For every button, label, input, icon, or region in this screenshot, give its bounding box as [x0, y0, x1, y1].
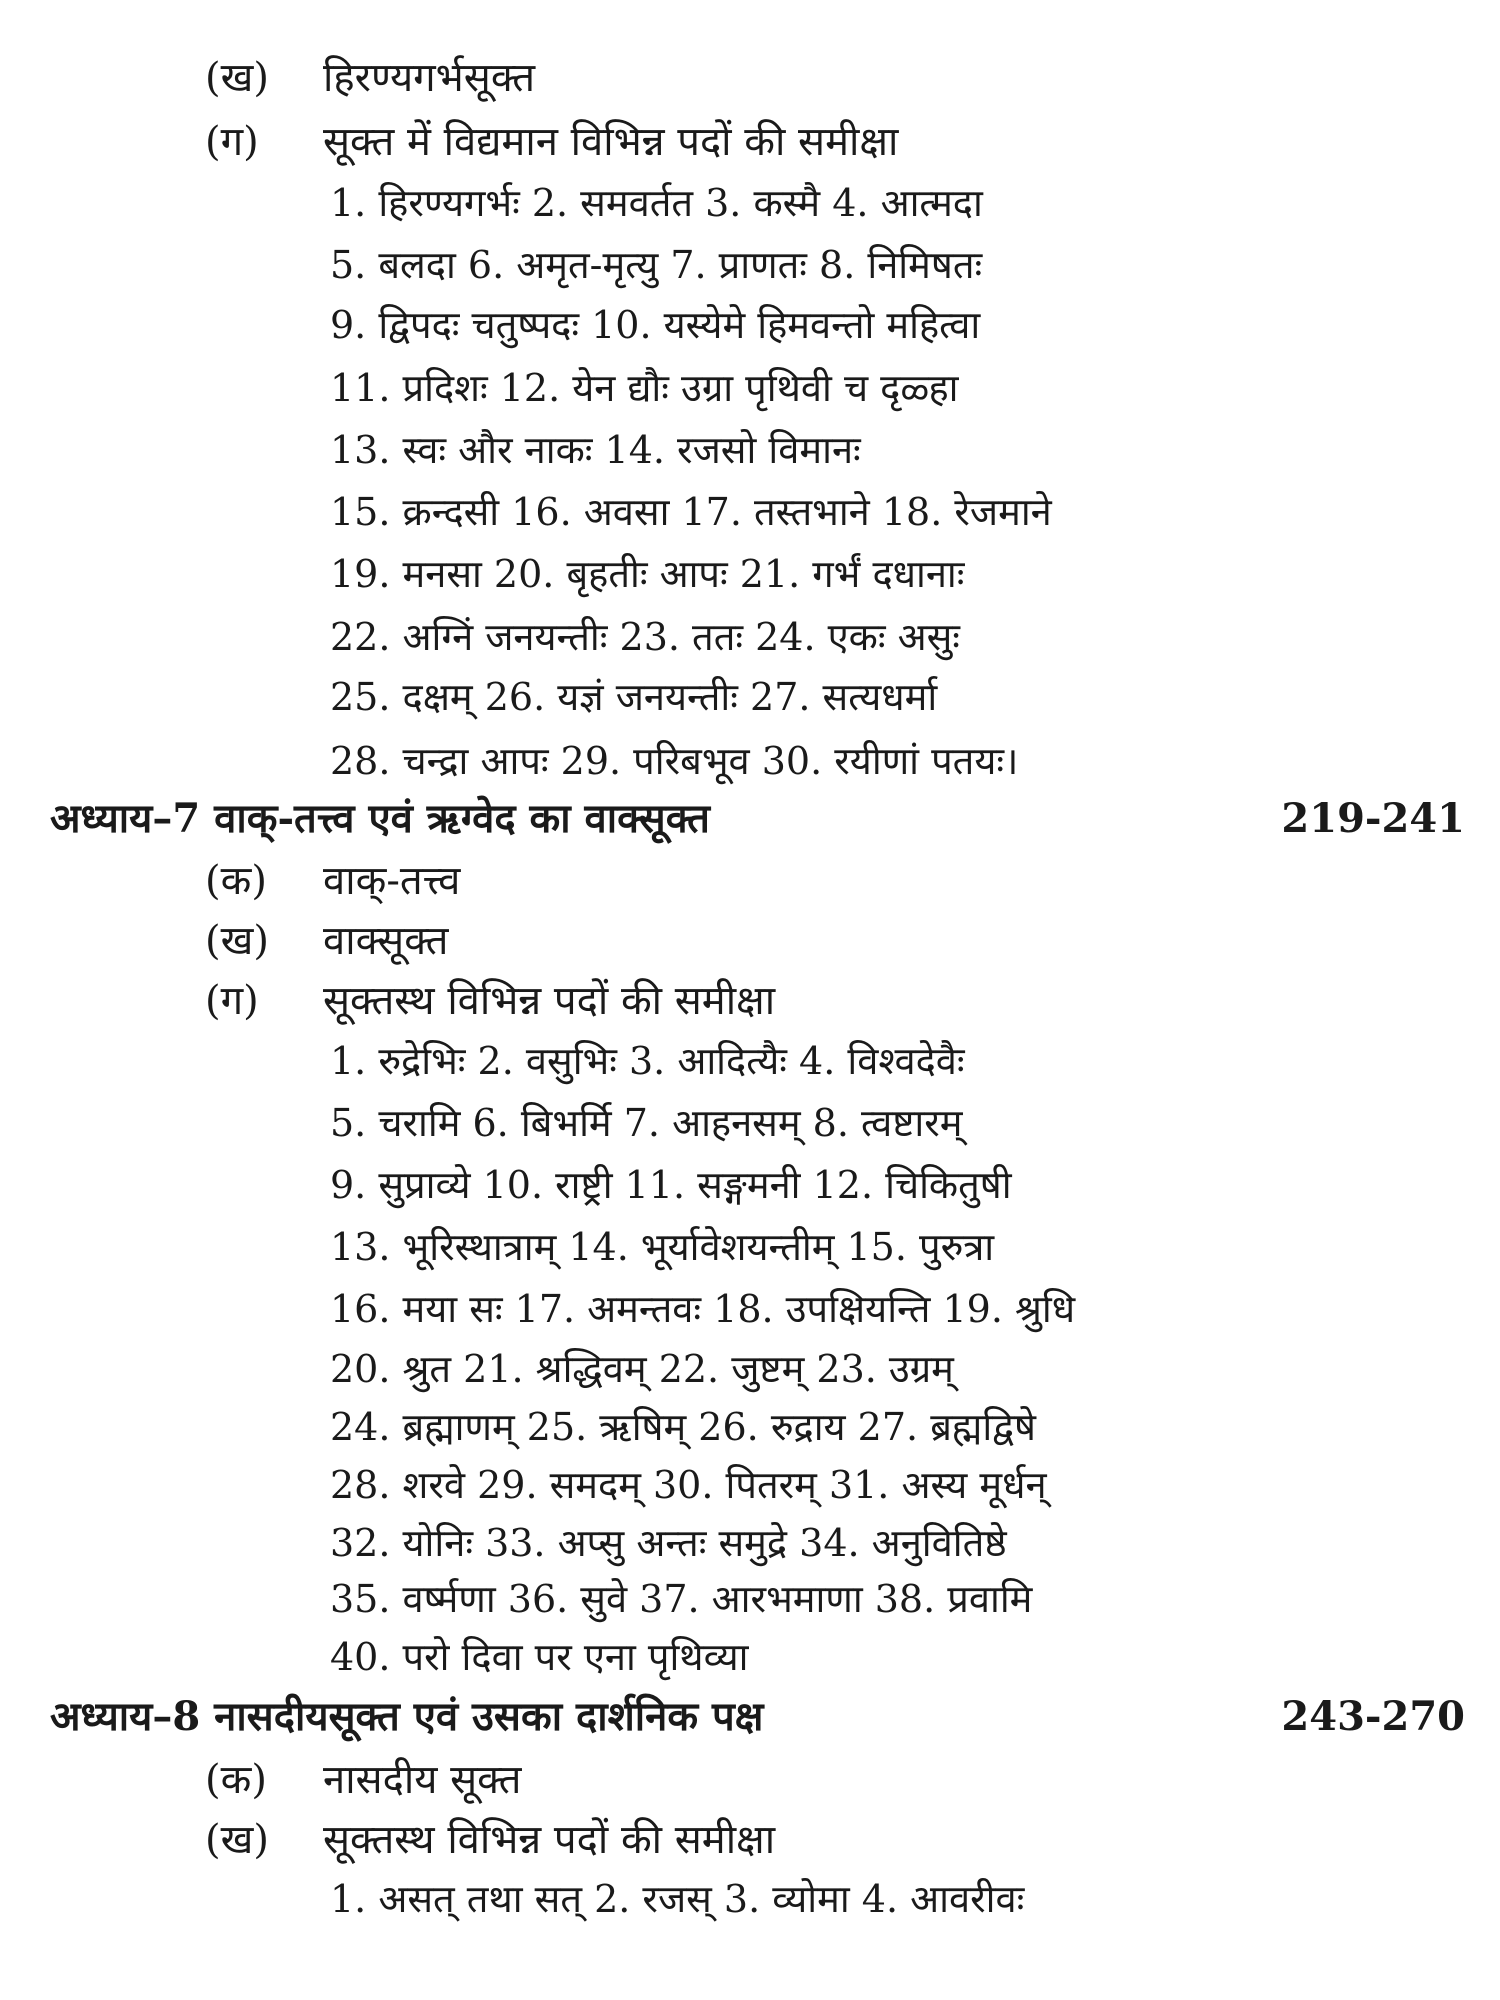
subsection-ka-vak-tattva	[205, 857, 460, 905]
term-list-line: 25. दक्षम् 26. यज्ञं जनयन्तीः 27. सत्यधर्मा	[330, 675, 938, 719]
subsection-marker: (क)	[205, 858, 267, 904]
subsection-title: हिरण्यगर्भसूक्त	[323, 55, 536, 101]
term-list-line: 9. द्विपदः चतुष्पदः 10. यस्येमे हिमवन्तो महित्वा	[330, 303, 981, 347]
term-list-line: 9. सुप्राव्ये 10. राष्ट्री 11. सङ्गमनी 12. चिकितुषी	[330, 1163, 1012, 1207]
term-list-line: 35. वर्ष्मणा 36. सुवे 37. आरभमाणा 38. प्रवामि	[330, 1577, 1033, 1621]
subsection-ga-review	[205, 118, 898, 166]
term-list-line: 28. चन्द्रा आपः 29. परिबभूव 30. रयीणां पतयः।	[330, 739, 1019, 783]
subsection-marker: (ख)	[205, 55, 269, 101]
subsection-marker: (क)	[205, 1757, 267, 1803]
term-list-line: 19. मनसा 20. बृहतीः आपः 21. गर्भं दधानाः	[330, 552, 965, 596]
subsection-kha-review	[205, 1816, 775, 1864]
subsection-ka-nasadiya	[205, 1756, 521, 1804]
term-list-line: 1. हिरण्यगर्भः 2. समवर्तत 3. कस्मै 4. आत्मदा	[330, 181, 983, 225]
term-list-line: 32. योनिः 33. अप्सु अन्तः समुद्रे 34. अनुवितिष्ठे	[330, 1521, 1007, 1565]
chapter-title: अध्याय–8 नासदीयसूक्त एवं उसका दार्शनिक पक्ष	[50, 1693, 764, 1740]
subsection-marker: (ग)	[205, 119, 259, 165]
term-list-line: 28. शरवे 29. समदम् 30. पितरम् 31. अस्य मूर्धन्	[330, 1463, 1047, 1507]
term-list-line: 22. अग्निं जनयन्तीः 23. ततः 24. एकः असुः	[330, 615, 960, 659]
subsection-title: नासदीय सूक्त	[323, 1757, 522, 1803]
subsection-kha-hiranyagarbha	[205, 54, 535, 102]
subsection-marker: (ख)	[205, 1817, 269, 1863]
subsection-title: वाक्सूक्त	[323, 918, 449, 964]
subsection-title: सूक्तस्थ विभिन्न पदों की समीक्षा	[323, 978, 776, 1024]
term-list-line: 20. श्रुत 21. श्रद्धिवम् 22. जुष्टम् 23. उग्रम्	[330, 1347, 954, 1391]
subsection-ga-review	[205, 977, 775, 1025]
subsection-marker: (ख)	[205, 918, 269, 964]
term-list-line: 1. असत् तथा सत् 2. रजस् 3. व्योमा 4. आवरीवः	[330, 1877, 1025, 1921]
term-list-line: 5. बलदा 6. अमृत-मृत्यु 7. प्राणतः 8. निमिषतः	[330, 243, 983, 287]
subsection-title: सूक्त में विद्यमान विभिन्न पदों की समीक्षा	[323, 119, 899, 165]
term-list-line: 40. परो दिवा पर एना पृथिव्या	[330, 1635, 749, 1679]
subsection-title: वाक्-तत्त्व	[323, 858, 461, 904]
subsection-kha-vaksukta	[205, 917, 448, 965]
chapter-page-range: 243-270	[1281, 1693, 1465, 1740]
term-list-line: 5. चरामि 6. बिभर्मि 7. आहनसम् 8. त्वष्टारम्	[330, 1101, 963, 1145]
term-list-line: 13. भूरिस्थात्राम् 14. भूर्यावेशयन्तीम् 15. पुरुत्रा	[330, 1225, 995, 1269]
chapter-title: अध्याय–7 वाक्-तत्त्व एवं ऋग्वेद का वाक्सूक्त	[50, 795, 710, 842]
term-list-line: 24. ब्रह्माणम् 25. ऋषिम् 26. रुद्राय 27. ब्रह्मद्विषे	[330, 1405, 1036, 1449]
chapter-page-range: 219-241	[1281, 795, 1465, 842]
term-list-line: 1. रुद्रेभिः 2. वसुभिः 3. आदित्यैः 4. विश्वदेवैः	[330, 1039, 965, 1083]
term-list-line: 11. प्रदिशः 12. येन द्यौः उग्रा पृथिवी च दृळ्हा	[330, 366, 959, 410]
subsection-title: सूक्तस्थ विभिन्न पदों की समीक्षा	[323, 1817, 776, 1863]
subsection-marker: (ग)	[205, 978, 259, 1024]
term-list-line: 13. स्वः और नाकः 14. रजसो विमानः	[330, 428, 861, 472]
term-list-line: 15. क्रन्दसी 16. अवसा 17. तस्तभाने 18. रेजमाने	[330, 490, 1052, 534]
term-list-line: 16. मया सः 17. अमन्तवः 18. उपक्षियन्ति 19. श्रुधि	[330, 1287, 1076, 1331]
